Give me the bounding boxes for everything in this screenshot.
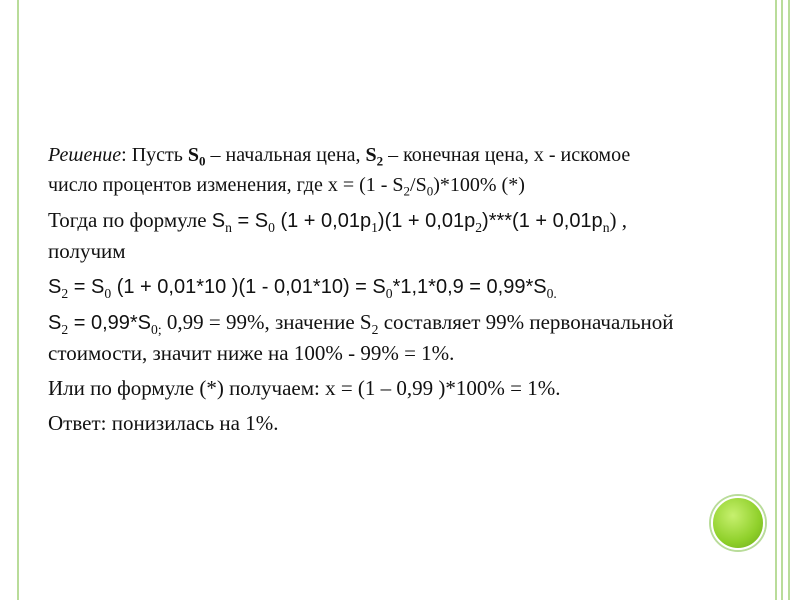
solution-text [48,140,680,443]
paragraph-alternative: Или по формуле (*) получаем: х = (1 – 0,99 )*100% = 1%. [48,376,561,400]
solution-label: Решение [48,144,122,166]
paragraph-calculation: $S_2 = S_0$ (1 + 0,01*10 )$(1 - 0,01*10) = S_0*1,1*0,9 = 0,99*S_{0.}$ [48,276,557,301]
paragraph-result: $S_2 = 0,99*S_{0;}$ 0,99 = 99%, значение $S_2$ составляет 99% первоначальной стоимости, значит ниже на 100% - 99% = 1%. [48,310,674,365]
frame-right-line-inner [781,0,783,600]
paragraph-answer: Ответ: понизилась на 1%. [48,411,279,435]
frame-right-line-far [788,0,790,600]
paragraph-formula: Тогда по формуле $S_n = S_0$ $(1 + 0,01p_1)(1 + 0,01p_2)***(1 + 0,01p_n)$ , получим [48,208,628,263]
paragraph-solution: Решение: Пусть $S_0$ – начальная цена, $S_2$ – конечная цена, х - искомое число процентов изменения, где $х = (1 - S_2/S_0)*100\%$ (*) [48,144,631,199]
decorative-green-circle [711,496,765,550]
frame-right-line-outer [775,0,777,600]
frame-left-line [17,0,19,600]
